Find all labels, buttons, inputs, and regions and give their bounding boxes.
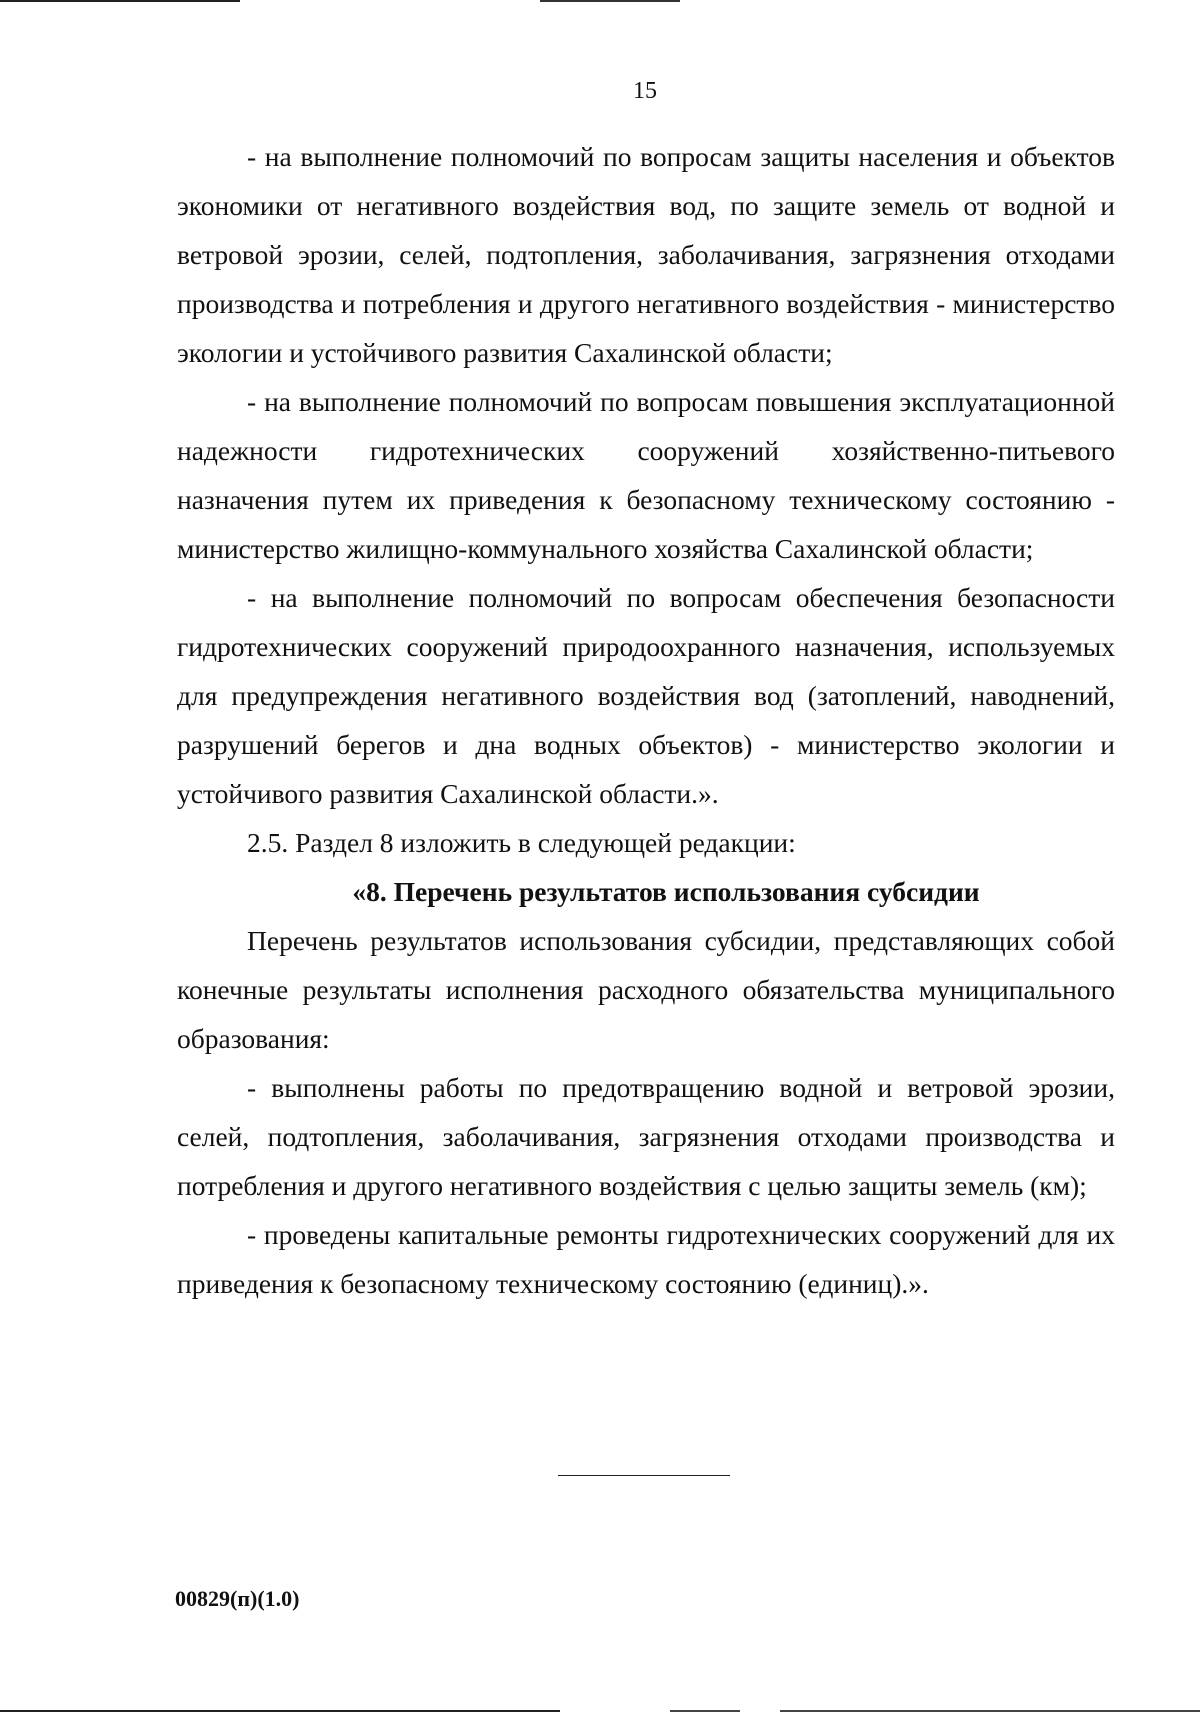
page-number: 15: [633, 78, 657, 104]
paragraph-results-intro: Перечень результатов использования субсидии, представляющих собой конечные результаты исполнения расходного обязательства муниципального образования:: [177, 925, 1115, 1054]
paragraph-hydraulic-safety: - на выполнение полномочий по вопросам обеспечения безопасности гидротехнических сооружений природоохранного назначения, используемых для предупреждения негативного воздействия вод (затоплений, наводнений, разрушений берегов и дна водных объектов) - министерство экологии и устойчивого развития Сахалинской области.».: [177, 582, 1115, 809]
section-heading: «8. Перечень результатов использования субсидии: [352, 876, 980, 907]
paragraph-hydraulic-reliability: - на выполнение полномочий по вопросам повышения эксплуатационной надежности гидротехнических сооружений хозяйственно-питьевого назначения путем их приведения к безопасному техническому состоянию - министерство жилищно-коммунального хозяйства Сахалинской области;: [177, 386, 1115, 564]
paragraph-result-erosion: - выполнены работы по предотвращению водной и ветровой эрозии, селей, подтопления, заболачивания, загрязнения отходами производства и потребления и другого негативного воздействия с целью защиты земель (км);: [177, 1072, 1115, 1201]
end-separator-line: [558, 1475, 730, 1476]
scan-edge-top: [0, 0, 1200, 2]
document-body: [177, 132, 1115, 1308]
paragraph-water-protection: - на выполнение полномочий по вопросам защиты населения и объектов экономики от негативного воздействия вод, по защите земель от водной и ветровой эрозии, селей, подтопления, заболачивания, загрязнения отходами производства и потребления и другого негативного воздействия - министерство экологии и устойчивого развития Сахалинской области;: [177, 141, 1115, 368]
document-code: 00829(п)(1.0): [175, 1586, 300, 1611]
paragraph-section-amendment: 2.5. Раздел 8 изложить в следующей редакции:: [247, 827, 796, 858]
paragraph-result-repairs: - проведены капитальные ремонты гидротехнических сооружений для их приведения к безопасному техническому состоянию (единиц).».: [177, 1219, 1115, 1299]
